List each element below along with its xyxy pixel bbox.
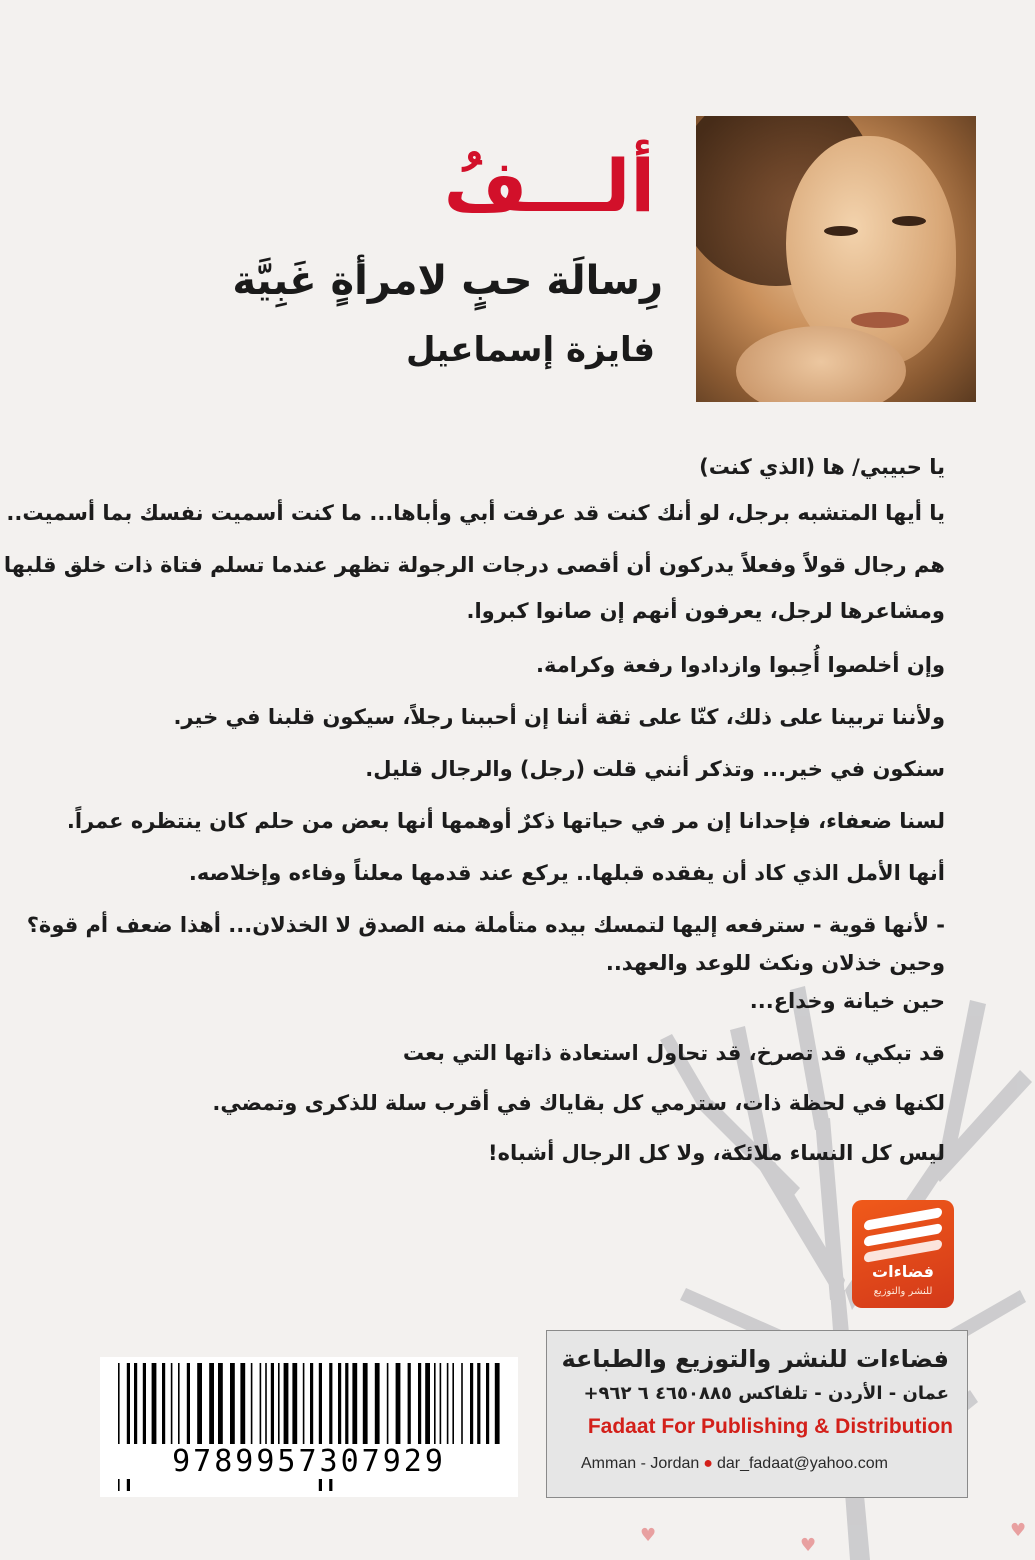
barcode-bar (447, 1363, 449, 1447)
blurb-line: يا حبيبي/ ها (الذي كنت) (699, 455, 945, 479)
barcode-bar (265, 1363, 267, 1447)
publisher-email: dar_fadaat@yahoo.com (716, 1455, 888, 1472)
barcode-bar (303, 1363, 305, 1447)
blurb-line: لسنا ضعفاء، فإحدانا إن مر في حياتها ذكرٌ أوهمها أنها بعض من حلم كان ينتظره عمراً. (66, 809, 945, 833)
barcode-bar (152, 1363, 157, 1447)
barcode-bar (143, 1363, 146, 1447)
barcode-bar (363, 1363, 368, 1447)
barcode-bar (292, 1363, 297, 1447)
barcode-bar (408, 1363, 411, 1447)
barcode-bar (260, 1363, 262, 1447)
barcode-bar (162, 1363, 165, 1447)
barcode-bar (352, 1363, 357, 1447)
blurb-line: لكنها في لحظة ذات، سترمي كل بقاياك في أقرب سلة للذكرى وتمضي. (212, 1091, 945, 1115)
publisher-city: Amman - Jordan (581, 1455, 700, 1472)
barcode-bar (197, 1363, 202, 1447)
blurb-line: هم رجال قولاً وفعلاً يدركون أن أقصى درجات الرجولة تظهر عندما تسلم فتاة ذات خلق قلبها (3, 553, 945, 577)
barcode-bar (434, 1363, 436, 1447)
heart-icon: ♥ (800, 1535, 817, 1556)
author-portrait-photo (696, 116, 976, 402)
blurb-line: يا أيها المتشبه برجل، لو أنك كنت قد عرفت أبي وأباها... ما كنت أسميت نفسك بما أسميت.. (6, 501, 945, 525)
bullet-dot-icon: ● (703, 1455, 713, 1472)
blurb-line: ليس كل النساء ملائكة، ولا كل الرجال أشباه! (488, 1141, 945, 1165)
logo-tagline: للنشر والتوزيع (873, 1286, 933, 1297)
barcode-bar (230, 1363, 235, 1447)
blurb-line: حين خيانة وخداع... (749, 989, 945, 1013)
barcode-bar (134, 1363, 137, 1447)
barcode-bar (440, 1363, 442, 1447)
barcode-bar (396, 1363, 401, 1447)
book-subtitle: رِسالَة حبٍ لامرأةٍ غَبِيَّة (232, 258, 663, 304)
barcode-bar (171, 1363, 173, 1447)
barcode-bar (425, 1363, 430, 1447)
barcode-bar (310, 1363, 313, 1447)
blurb-line: أنها الأمل الذي كاد أن يفقده قبلها.. يركع عند قدمها معلناً وفاءه وإخلاصه. (188, 861, 945, 885)
blurb-line: - لأنها قوية - سترفعه إليها لتمسك بيده متأملة منه الصدق لا الخذلان... أهذا ضعف أم قوة؟ (26, 913, 945, 937)
barcode-bar (375, 1363, 380, 1447)
blurb-line: قد تبكي، قد تصرخ، قد تحاول استعادة ذاتها التي بعت (402, 1041, 945, 1065)
barcode-bar (495, 1363, 500, 1447)
barcode-bar (486, 1363, 489, 1447)
barcode-bar (452, 1363, 454, 1447)
barcode-bar (271, 1363, 274, 1447)
publisher-address-arabic: عمان - الأردن - تلفاكس ٤٦٥٠٨٨٥ ٦ ٩٦٢+ (583, 1383, 949, 1404)
publisher-contact (581, 1455, 888, 1473)
barcode-bar (187, 1363, 190, 1447)
portrait-lips (851, 312, 909, 328)
heart-icon: ♥ (640, 1525, 657, 1546)
barcode-bar (251, 1363, 253, 1447)
barcode-bar (387, 1363, 389, 1447)
barcode-bar (284, 1363, 289, 1447)
portrait-eye-left (824, 226, 858, 236)
portrait-eye-right (892, 216, 926, 226)
barcode-bar (218, 1363, 223, 1447)
blurb-line: ولأننا تربينا على ذلك، كنّا على ثقة أننا إن أحببنا رجلاً، سيكون قلبنا في خير. (173, 705, 945, 729)
barcode-bar (418, 1363, 421, 1447)
blurb-line: وحين خذلان ونكث للوعد والعهد.. (605, 951, 945, 975)
barcode-bar (278, 1363, 280, 1447)
barcode-bar (477, 1363, 480, 1447)
logo-name: فضاءات (872, 1262, 934, 1281)
barcode-bar (461, 1363, 463, 1447)
blurb-line: وإن أخلصوا أُحِبوا وازدادوا رفعة وكرامة. (536, 653, 945, 677)
publisher-info-box (546, 1330, 968, 1498)
back-cover-blurb (3, 455, 945, 1165)
heart-icon: ♥ (1010, 1520, 1027, 1541)
blurb-line: ومشاعرها لرجل، يعرفون أنهم إن صانوا كبروا. (466, 599, 945, 623)
book-title: ألـــفُ (443, 144, 655, 228)
barcode-bar (178, 1363, 180, 1447)
barcode-bar (470, 1363, 473, 1447)
barcode-bar (338, 1363, 341, 1447)
publisher-name-english: Fadaat For Publishing & Distribution (587, 1415, 953, 1438)
barcode-bar (209, 1363, 214, 1447)
blurb-line: سنكون في خير... وتذكر أنني قلت (رجل) والرجال قليل. (365, 757, 945, 781)
isbn-number: 9789957307929 (100, 1444, 518, 1479)
publisher-logo (852, 1200, 954, 1308)
barcode-bar (345, 1363, 348, 1447)
book-author: فايزة إسماعيل (406, 330, 655, 370)
publisher-name-arabic: فضاءات للنشر والتوزيع والطباعة (561, 1345, 949, 1373)
barcode-bar (240, 1363, 245, 1447)
